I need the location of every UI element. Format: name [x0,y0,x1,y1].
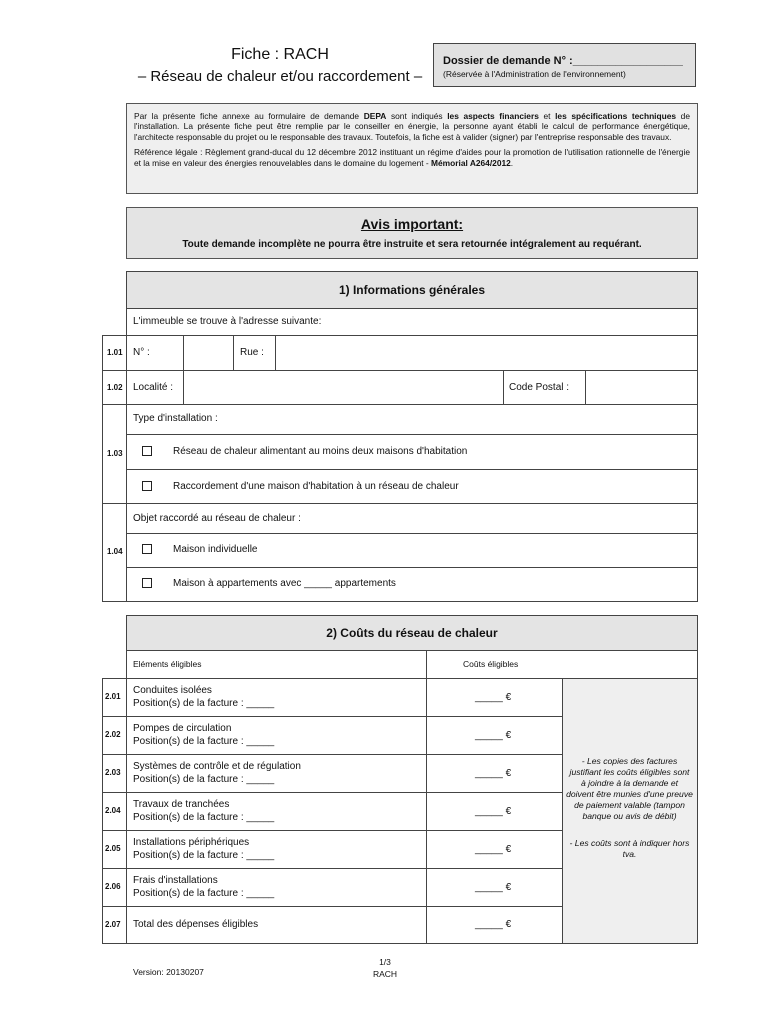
row-number: 2.02 [105,730,121,739]
total-cost-input[interactable]: _____ € [475,919,512,930]
option-raccordement: Raccordement d'une maison d'habitation à un réseau de chaleur [173,481,459,492]
dossier-note: (Réservée à l'Administration de l'environnement) [443,69,626,79]
row-number: 2.04 [105,806,121,815]
checkbox-raccordement[interactable] [142,481,152,491]
locality-input[interactable] [185,372,501,402]
cost-input[interactable]: _____ € [475,882,512,893]
invoice-position-field[interactable]: Position(s) de la facture : _____ [133,736,275,747]
invoice-position-field[interactable]: Position(s) de la facture : _____ [133,888,275,899]
address-intro: L'immeuble se trouve à l'adresse suivante: [133,316,322,327]
checkbox-maison-appartements[interactable] [142,578,152,588]
invoice-position-field[interactable]: Position(s) de la facture : _____ [133,812,275,823]
row-number: 2.05 [105,844,121,853]
invoice-position-field[interactable]: Position(s) de la facture : _____ [133,774,275,785]
invoice-position-field[interactable]: Position(s) de la facture : _____ [133,850,275,861]
street-input[interactable] [277,337,695,368]
row-number: 1.02 [107,383,123,392]
col-eligible-costs: Coûts éligibles [463,659,519,669]
dossier-box [433,43,696,87]
invoice-position-field[interactable]: Position(s) de la facture : _____ [133,698,275,709]
row-number: 2.07 [105,920,121,929]
option-maison-appartements: Maison à appartements avec _____ appartements [173,578,396,589]
cost-item-label: Conduites isolées [133,685,212,696]
form-code: RACH [372,969,398,979]
house-number-input[interactable] [185,337,231,368]
checkbox-maison-individuelle[interactable] [142,544,152,554]
legal-reference: Référence légale : Règlement grand-ducal du 12 décembre 2012 instituant un régime d'aides pour la promotion de l'utilisation rationnelle de l'énergie et la mise en valeur des énergies renouvelables dans le domaine du logement - Mémorial A264/2012. [134,147,690,168]
page-number: 1/3 [379,957,391,967]
total-label: Total des dépenses éligibles [133,919,259,930]
notice-heading: Avis important: [360,216,464,232]
installation-type-label: Type d'installation : [133,413,218,424]
row-number: 2.01 [105,692,121,701]
cost-input[interactable]: _____ € [475,844,512,855]
version-label: Version: 20130207 [133,967,204,977]
invoice-note: - Les copies des factures justifiant les coûts éligibles sont à joindre à la demande et doivent être munies d'une preuve de paiement valable (tampon banque ou avis de débit) [566,756,693,821]
row-number: 1.04 [107,547,123,556]
checkbox-reseau[interactable] [142,446,152,456]
vat-note: - Les coûts sont à indiquer hors tva. [569,838,690,859]
intro-paragraph: Par la présente fiche annexe au formulaire de demande DEPA sont indiqués les aspects financiers et les spécifications techniques de l'installation. La présente fiche peut être remplie par le conseiller en énergie, la personne ayant établi le calcul de performance énergétique, l'architecte responsable du projet ou le responsable des travaux. Toutefois, la fiche est à valider (signer) par l'entreprise responsable des travaux. [134,111,690,142]
row-number: 1.01 [107,348,123,357]
option-reseau: Réseau de chaleur alimentant au moins deux maisons d'habitation [173,446,468,457]
section1-heading: 1) Informations générales [127,272,697,308]
row-number: 1.03 [107,449,123,458]
col-eligible-elements: Eléments éligibles [133,659,202,669]
section2-heading: 2) Coûts du réseau de chaleur [127,616,697,650]
cost-input[interactable]: _____ € [475,806,512,817]
important-notice [126,207,698,259]
cost-item-label: Frais d'installations [133,875,218,886]
connected-object-label: Objet raccordé au réseau de chaleur : [133,513,301,524]
house-number-label: N° : [133,347,150,358]
notice-text: Toute demande incomplète ne pourra être instruite et sera retournée intégralement au requérant. [182,239,642,250]
locality-label: Localité : [133,382,174,393]
form-subtitle: – Réseau de chaleur et/ou raccordement – [137,68,423,85]
cost-input[interactable]: _____ € [475,768,512,779]
row-number: 2.03 [105,768,121,777]
option-maison-individuelle: Maison individuelle [173,544,258,555]
postal-code-label: Code Postal : [509,382,570,393]
cost-item-label: Travaux de tranchées [133,799,230,810]
cost-input[interactable]: _____ € [475,730,512,741]
street-label: Rue : [240,347,264,358]
intro-box [126,103,698,194]
cost-item-label: Installations périphériques [133,837,250,848]
postal-code-input[interactable] [587,372,695,402]
cost-item-label: Pompes de circulation [133,723,232,734]
dossier-number-field[interactable]: Dossier de demande N° :__________________ [443,55,683,67]
form-title: Fiche : RACH [231,46,329,63]
cost-item-label: Systèmes de contrôle et de régulation [133,761,301,772]
cost-input[interactable]: _____ € [475,692,512,703]
row-number: 2.06 [105,882,121,891]
